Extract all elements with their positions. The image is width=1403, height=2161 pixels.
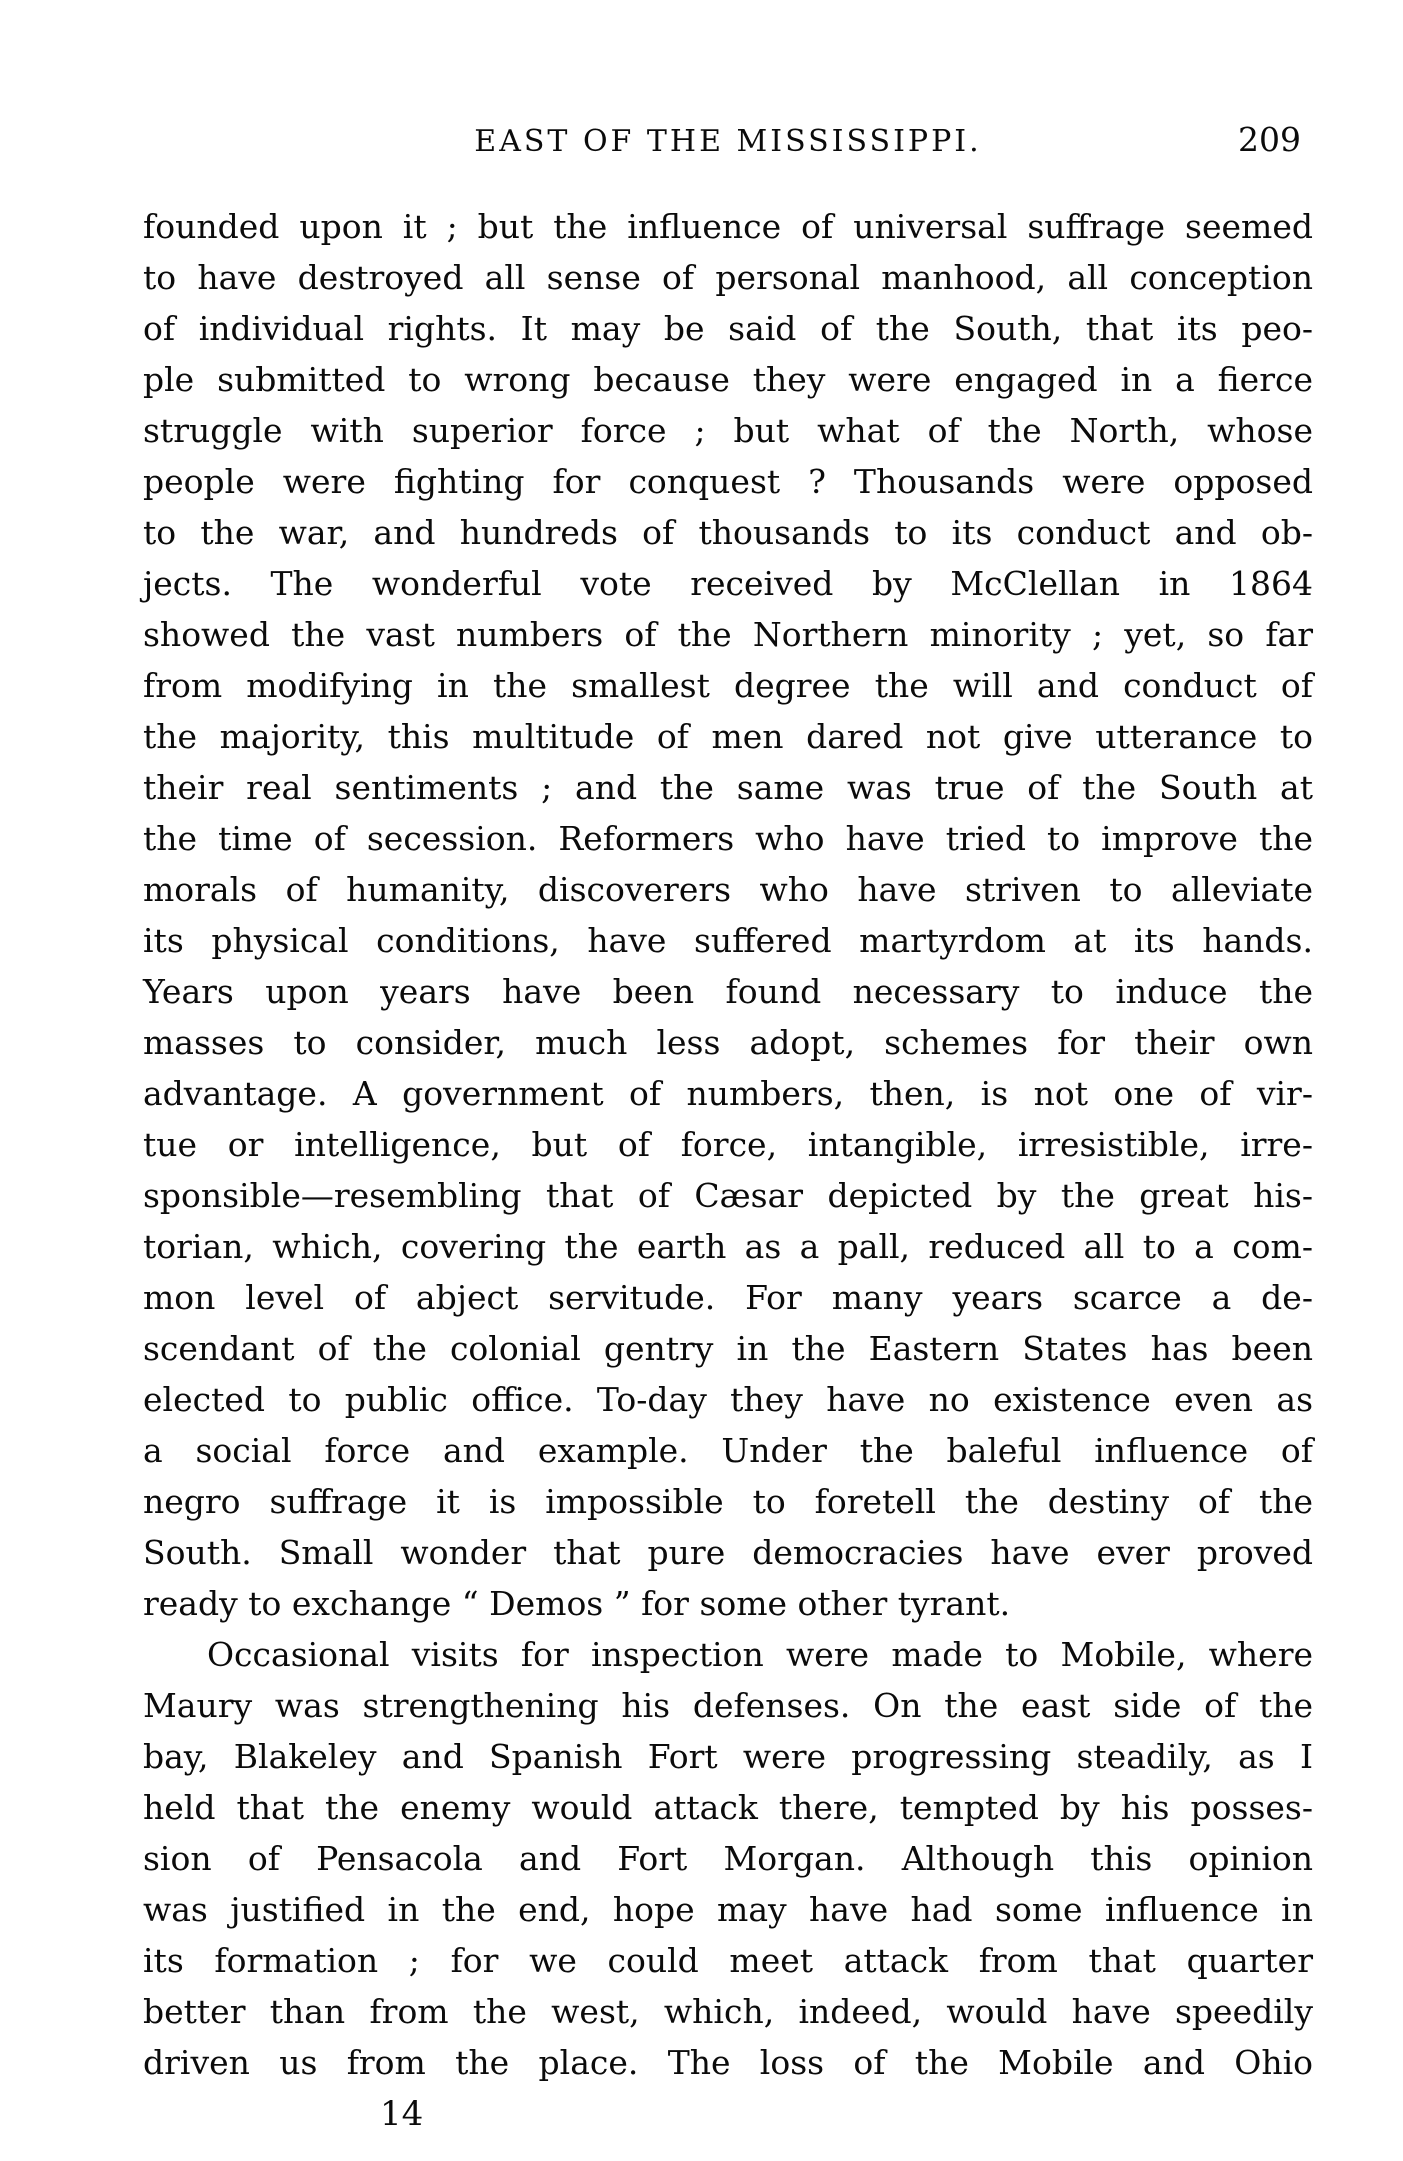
text-line: sponsible—resembling that of Cæsar depicted by the great his- [143, 1176, 1313, 1215]
text-line: masses to consider, much less adopt, schemes for their own [143, 1023, 1313, 1062]
text-line: held that the enemy would attack there, tempted by his posses- [143, 1788, 1313, 1827]
text-line: advantage. A government of numbers, then, is not one of vir- [143, 1074, 1313, 1113]
text-line: ple submitted to wrong because they were engaged in a fierce [143, 360, 1313, 399]
text-line: bay, Blakeley and Spanish Fort were progressing steadily, as I [143, 1737, 1313, 1776]
text-line: to have destroyed all sense of personal manhood, all conception [143, 258, 1313, 297]
text-line: morals of humanity, discoverers who have striven to alleviate [143, 870, 1313, 909]
signature-mark: 14 [380, 2094, 424, 2134]
text-line: elected to public office. To-day they have no existence even as [143, 1380, 1313, 1419]
text-line: founded upon it ; but the influence of universal suffrage seemed [143, 207, 1313, 246]
text-line: the time of secession. Reformers who have tried to improve the [143, 819, 1313, 858]
text-line: showed the vast numbers of the Northern minority ; yet, so far [143, 615, 1313, 654]
text-line: struggle with superior force ; but what of the North, whose [143, 411, 1313, 450]
text-line: sion of Pensacola and Fort Morgan. Although this opinion [143, 1839, 1313, 1878]
text-line: to the war, and hundreds of thousands to its conduct and ob- [143, 513, 1313, 552]
text-line: jects. The wonderful vote received by McClellan in 1864 [143, 564, 1313, 603]
text-line: people were fighting for conquest ? Thousands were opposed [143, 462, 1313, 501]
text-line: mon level of abject servitude. For many years scarce a de- [143, 1278, 1313, 1317]
text-line: ready to exchange “ Demos ” for some other tyrant. [143, 1584, 1011, 1623]
page-number: 209 [1238, 120, 1301, 159]
text-line: South. Small wonder that pure democracies have ever proved [143, 1533, 1313, 1572]
text-line: was justified in the end, hope may have had some influence in [143, 1890, 1313, 1929]
running-head-title: EAST OF THE MISSISSIPPI. [474, 124, 982, 159]
text-line: its formation ; for we could meet attack from that quarter [143, 1941, 1313, 1980]
text-line: its physical conditions, have suffered martyrdom at its hands. [143, 921, 1313, 960]
body-text [143, 201, 1313, 2088]
text-line: a social force and example. Under the baleful influence of [143, 1431, 1313, 1470]
text-line: of individual rights. It may be said of the South, that its peo- [143, 309, 1313, 348]
text-line: driven us from the place. The loss of the Mobile and Ohio [143, 2043, 1313, 2082]
text-line: better than from the west, which, indeed, would have speedily [143, 1992, 1313, 2031]
text-line: the majority, this multitude of men dared not give utterance to [143, 717, 1313, 756]
text-line: Years upon years have been found necessary to induce the [143, 972, 1313, 1011]
text-line: their real sentiments ; and the same was true of the South at [143, 768, 1313, 807]
text-line: scendant of the colonial gentry in the Eastern States has been [143, 1329, 1313, 1368]
text-line: Occasional visits for inspection were made to Mobile, where [207, 1635, 1313, 1674]
text-line: negro suffrage it is impossible to foretell the destiny of the [143, 1482, 1313, 1521]
text-line: from modifying in the smallest degree the will and conduct of [143, 666, 1313, 705]
text-line: tue or intelligence, but of force, intangible, irresistible, irre- [143, 1125, 1313, 1164]
text-line: Maury was strengthening his defenses. On the east side of the [143, 1686, 1313, 1725]
text-line: torian, which, covering the earth as a pall, reduced all to a com- [143, 1227, 1313, 1266]
